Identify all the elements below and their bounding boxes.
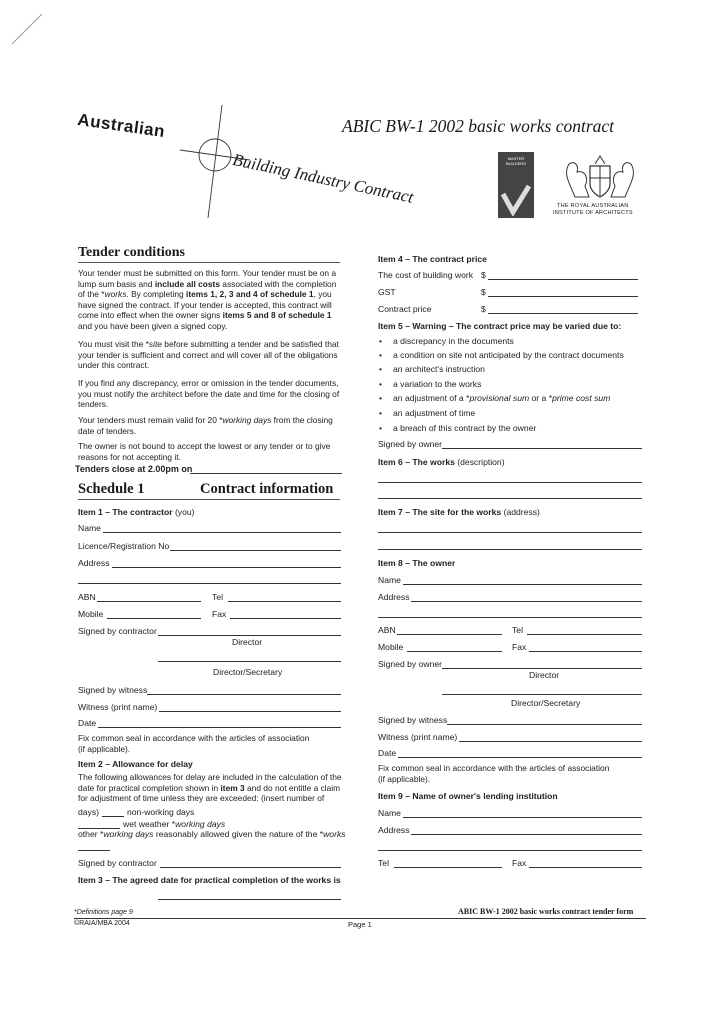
item8-director-secretary-field[interactable] (442, 694, 642, 695)
item4-price-field[interactable] (488, 313, 638, 314)
item7-title (378, 507, 540, 518)
logo-arc-text: Building Industry Contract (231, 150, 416, 207)
item2-nonworking-field[interactable] (102, 816, 124, 817)
master-builders-badge-text: MASTER BUILDERS (505, 156, 526, 166)
item1-director-secretary-label: Director/Secretary (213, 667, 283, 677)
item8-name-label: Name (378, 575, 401, 585)
tender-p1-line-f: and you have been given a signed copy. (78, 320, 228, 331)
text-italic: works (323, 829, 346, 839)
tender-p5-line-b: reasons for not accepting it. (78, 451, 181, 462)
item1-seal-note (78, 733, 348, 754)
item4-gst-dollar: $ (481, 287, 486, 297)
item2-line-b (78, 783, 348, 794)
item1-tel-label: Tel (212, 592, 223, 602)
tender-paragraph-1 (78, 268, 348, 332)
item1-address-field-2[interactable] (78, 583, 341, 584)
item4-price-label: Contract price (378, 304, 432, 314)
item1-mobile-field[interactable] (107, 618, 201, 619)
text-bold: Item 6 – The works (378, 457, 455, 467)
item1-address-label: Address (78, 558, 110, 568)
item8-mobile-label: Mobile (378, 642, 404, 652)
tender-p3-line-a: If you find any discrepancy, error or omission in the tender documents, (78, 378, 339, 388)
tender-p1-line-e (78, 310, 348, 321)
item1-abn-field[interactable] (97, 601, 201, 602)
item1-mobile-label: Mobile (78, 609, 104, 619)
item9-address-field-2[interactable] (378, 850, 642, 851)
text: come into effect when the owner signs (78, 310, 223, 321)
tender-p1-line-d: have signed the contract. If your tender is accepted, this contract will (78, 299, 332, 310)
item9-name-label: Name (378, 808, 401, 818)
item2-paragraph (78, 772, 348, 804)
item8-date-field[interactable] (398, 757, 642, 758)
schedule-subheading: Contract information (200, 481, 334, 497)
item4-gst-field[interactable] (488, 296, 638, 297)
tender-p1-line-c (78, 289, 348, 300)
footer-copyright: ©RAIA/MBA 2004 (74, 920, 130, 927)
item8-mobile-field[interactable] (407, 651, 502, 652)
item2-line-c: for adjustment of time unless they are exceeded: (insert number of (78, 793, 325, 804)
footer-page-number: Page 1 (348, 920, 372, 929)
text-bold: item 3 (220, 782, 245, 793)
text: You must visit the * (78, 339, 149, 349)
text-italic: prime cost sum (552, 393, 611, 403)
tender-paragraph-5 (78, 441, 348, 462)
text-bold: Item 7 – The site for the works (378, 507, 502, 517)
item1-witness-print-field[interactable] (159, 711, 341, 712)
item5-bullet-7: • a breach of this contract by the owner (393, 423, 536, 434)
raia-crest-icon (555, 152, 645, 202)
text: or a * (529, 393, 553, 403)
text: , you (313, 289, 332, 300)
item1-tel-field[interactable] (228, 601, 341, 602)
item1-fax-field[interactable] (230, 618, 341, 619)
seal-line-b: (if applicable). (78, 743, 131, 754)
item1-signed-label: Signed by contractor (78, 626, 157, 636)
tender-p1-line-b (78, 279, 348, 290)
tenders-close-label: Tenders close at 2.00pm on (75, 464, 193, 474)
tender-p2-line-c: under this contract. (78, 360, 150, 371)
item2-days-label: days) (78, 807, 100, 817)
text-bold: items 5 and 8 of schedule 1 (222, 310, 332, 321)
text: reasonably allowed given the nature of the * (153, 829, 324, 839)
item6-field-2[interactable] (378, 498, 642, 499)
item9-tel-field[interactable] (394, 867, 502, 868)
item1-director-secretary-field[interactable] (158, 661, 341, 662)
raia-name-line2: INSTITUTE OF ARCHITECTS (553, 210, 633, 216)
text: associated with the completion (219, 278, 337, 289)
tenders-close-field[interactable] (190, 473, 342, 474)
text: wet weather * (123, 819, 176, 829)
seal-line-a: Fix common seal in accordance with the articles of association (378, 763, 610, 773)
seal-line-b: (if applicable). (378, 773, 431, 784)
text: (description) (454, 457, 505, 467)
item9-address-label: Address (378, 825, 410, 835)
text: from the closing (271, 415, 333, 425)
item8-witness-print-field[interactable] (459, 741, 642, 742)
footer-rule (74, 918, 646, 919)
item2-nonworking-label: non-working days (127, 807, 195, 817)
item2-other-field[interactable] (78, 850, 110, 851)
item7-field-1[interactable] (378, 532, 642, 533)
text: (address) (501, 507, 540, 517)
item8-tel-label: Tel (512, 625, 523, 635)
item4-gst-label: GST (378, 287, 396, 297)
item1-director-label: Director (232, 637, 263, 647)
item8-tel-field[interactable] (527, 634, 642, 635)
item9-title: Item 9 – Name of owner's lending institution (378, 791, 558, 801)
tender-conditions-heading: Tender conditions (78, 245, 185, 260)
item9-fax-field[interactable] (529, 867, 642, 868)
item8-address-field-1[interactable] (411, 601, 642, 602)
item1-signed-field[interactable] (158, 635, 341, 636)
item1-date-label: Date (78, 718, 97, 728)
text-italic: working days (175, 819, 226, 829)
item1-licence-label: Licence/Registration No (78, 541, 170, 551)
tender-p3-line-b: you must notify the architect before the date and time for the closing of (78, 388, 340, 399)
footer-definitions: *Definitions page 9 (74, 909, 133, 916)
item1-abn-label: ABN (78, 592, 96, 602)
item8-abn-field[interactable] (397, 634, 502, 635)
item8-signed-label: Signed by owner (378, 659, 443, 669)
tender-paragraph-2 (78, 339, 348, 371)
item1-witness-print-label: Witness (print name) (78, 702, 158, 712)
text-italic: working days (103, 829, 154, 839)
item8-witness-print-label: Witness (print name) (378, 732, 458, 742)
text-italic: site (148, 339, 162, 349)
item5-bullet-1: • a discrepancy in the documents (393, 336, 514, 347)
item4-title: Item 4 – The contract price (378, 254, 487, 264)
item8-abn-label: ABN (378, 625, 396, 635)
tender-p5-line-a: The owner is not bound to accept the lowest or any tender or to give (78, 441, 331, 451)
seal-line-a: Fix common seal in accordance with the articles of association (78, 733, 310, 743)
item5-title: Item 5 – Warning – The contract price may be varied due to: (378, 321, 622, 331)
item8-address-field-2[interactable] (378, 617, 642, 618)
text-bold: include all costs (154, 278, 220, 289)
item4-cost-label: The cost of building work (378, 270, 474, 280)
item1-witness-signed-field[interactable] (147, 694, 341, 695)
item5-bullet-4: • a variation to the works (393, 379, 481, 390)
tender-p1-line-a: Your tender must be submitted on this form. Your tender must be on a (78, 268, 337, 278)
text: . By completing (126, 289, 187, 300)
text-bold: items 1, 2, 3 and 4 of schedule 1 (186, 289, 314, 300)
item2-title: Item 2 – Allowance for delay (78, 759, 193, 769)
text: date for practical completion shown in (78, 782, 221, 793)
check-mark-icon (501, 182, 531, 216)
item3-date-field[interactable] (158, 899, 341, 900)
item6-field-1[interactable] (378, 482, 642, 483)
item1-fax-label: Fax (212, 609, 227, 619)
document-title: ABIC BW-1 2002 basic works contract (342, 116, 615, 136)
tender-paragraph-4 (78, 415, 348, 436)
item8-fax-label: Fax (512, 642, 527, 652)
text-italic: working days (222, 415, 272, 425)
item8-witness-signed-field[interactable] (447, 724, 642, 725)
item8-director-secretary-label: Director/Secretary (511, 698, 581, 708)
item1-date-field[interactable] (98, 727, 341, 728)
text: other * (78, 829, 104, 839)
text-italic: provisional sum (469, 393, 530, 403)
item4-price-dollar: $ (481, 304, 486, 314)
text: of the * (78, 289, 105, 300)
item8-signed-field[interactable] (442, 668, 642, 669)
item2-signed-label: Signed by contractor (78, 858, 157, 868)
tender-paragraph-3 (78, 378, 348, 410)
item5-signed-label: Signed by owner (378, 439, 443, 449)
schedule-heading-rule (78, 499, 340, 500)
item8-fax-field[interactable] (529, 651, 642, 652)
item8-name-field[interactable] (403, 584, 642, 585)
item3-title: Item 3 – The agreed date for practical completion of the works is (78, 875, 341, 885)
item1-address-field-1[interactable] (112, 567, 341, 568)
item7-field-2[interactable] (378, 549, 642, 550)
tender-p4-line-b: date of tenders. (78, 425, 137, 436)
text-bold: Item 1 – The contractor (78, 507, 173, 517)
item1-witness-signed-label: Signed by witness (78, 685, 148, 695)
tender-p2-line-b: your tender is sufficient and correct and will cover all of the obligations (78, 349, 338, 360)
pencil-mark (8, 10, 48, 50)
item9-name-field[interactable] (403, 817, 642, 818)
item4-cost-field[interactable] (488, 279, 638, 280)
item1-title (78, 507, 195, 518)
item4-cost-dollar: $ (481, 270, 486, 280)
logo-word-australian: Australian (76, 110, 167, 142)
text: lump sum basis and (78, 278, 155, 289)
tender-p3-line-c: tenders. (78, 399, 109, 410)
raia-name-line1: THE ROYAL AUSTRALIAN (557, 203, 629, 209)
item2-other-label (78, 829, 346, 840)
item9-tel-label: Tel (378, 858, 389, 868)
text: (you) (172, 507, 195, 517)
item5-signed-field[interactable] (442, 448, 642, 449)
tender-p4-line-a (78, 415, 348, 426)
item2-line-a: The following allowances for delay are included in the calculation of the (78, 772, 342, 782)
footer-form-title: ABIC BW-1 2002 basic works contract tender form (458, 907, 634, 916)
item1-licence-field[interactable] (170, 550, 341, 551)
text: and do not entitle a claim (244, 782, 341, 793)
tender-heading-rule (78, 262, 340, 263)
item1-name-label: Name (78, 523, 101, 533)
item1-name-field[interactable] (103, 532, 341, 533)
item9-fax-label: Fax (512, 858, 527, 868)
text-italic: works (104, 289, 127, 300)
item5-bullet-5 (393, 393, 610, 404)
item5-bullet-6: • an adjustment of time (393, 408, 475, 419)
text: before submitting a tender and be satisfied that (161, 339, 339, 349)
tender-p2-line-a (78, 339, 348, 350)
item8-seal-note (378, 763, 648, 784)
item6-title (378, 457, 505, 468)
schedule-heading: Schedule 1 (78, 481, 145, 497)
item8-witness-signed-label: Signed by witness (378, 715, 448, 725)
text: Your tenders must remain valid for 20 * (78, 415, 223, 425)
item8-director-label: Director (529, 670, 560, 680)
text: an adjustment of a * (393, 393, 470, 403)
master-builders-logo (498, 152, 534, 218)
item5-bullet-3: • an architect's instruction (393, 364, 485, 375)
item8-date-label: Date (378, 748, 397, 758)
item2-signed-field[interactable] (160, 867, 341, 868)
item5-bullet-2: • a condition on site not anticipated by the contract documents (393, 350, 624, 361)
item8-address-label: Address (378, 592, 410, 602)
item8-title: Item 8 – The owner (378, 558, 456, 568)
item9-address-field-1[interactable] (411, 834, 642, 835)
